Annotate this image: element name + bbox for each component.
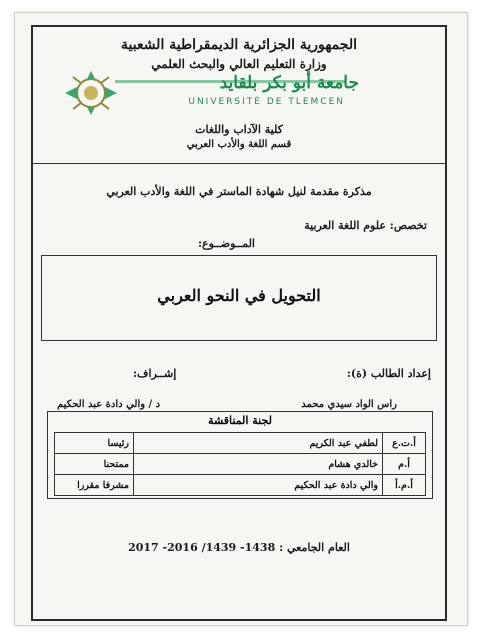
member-name: لطفي عبد الكريم <box>134 433 383 454</box>
member-role: مشرفا مقررا <box>55 475 134 496</box>
table-row <box>55 433 426 454</box>
ministry-heading: وزارة التعليم العالي والبحث العلمي <box>151 57 327 71</box>
member-name: والي دادة عبد الحكيم <box>134 475 383 496</box>
university-name-french: UNIVERSITÉ DE TLEMCEN <box>188 97 345 107</box>
academic-year: العام الجامعي : 1438- 1439/ 2016- 2017 <box>128 541 350 554</box>
memo-statement: مذكرة مقدمة لنيل شهادة الماستر في اللغة والأدب العربي <box>106 185 372 198</box>
thesis-title-box <box>41 255 437 341</box>
department-heading: قسم اللغة والأدب العربي <box>186 139 292 150</box>
republic-heading: الجمهورية الجزائرية الديمقراطية الشعبية <box>120 37 357 53</box>
header-section <box>33 27 445 164</box>
university-name-arabic: جامعة أبو بكر بلقايد <box>219 73 359 93</box>
table-row <box>55 454 426 475</box>
member-rank: أ.م <box>383 454 426 475</box>
member-role: رئيسا <box>55 433 134 454</box>
supervisor-name: د / والي دادة عبد الحكيم <box>57 399 161 410</box>
member-name: خالدي هشام <box>134 454 383 475</box>
committee-box <box>47 411 433 499</box>
document-page <box>14 12 468 626</box>
university-emblem-icon <box>61 67 121 119</box>
member-role: ممتحنا <box>55 454 134 475</box>
student-name: راس الواد سيدي محمد <box>301 399 397 410</box>
specialty-label: تخصص: علوم اللغة العربية <box>304 219 427 232</box>
supervision-label: إشــراف: <box>133 367 177 380</box>
committee-table <box>54 432 426 496</box>
faculty-heading: كلية الآداب واللغات <box>195 123 283 136</box>
subject-label: المــوضــوع: <box>198 237 255 250</box>
committee-title: لجنة المناقشة <box>208 414 272 427</box>
thesis-title: التحويل في النحو العربي <box>157 286 321 305</box>
document-frame <box>31 25 447 621</box>
member-rank: أ.ت.ع <box>383 433 426 454</box>
member-rank: أ.م.أ <box>383 475 426 496</box>
prepared-by-label: إعداد الطالب (ة): <box>346 367 431 380</box>
table-row <box>55 475 426 496</box>
